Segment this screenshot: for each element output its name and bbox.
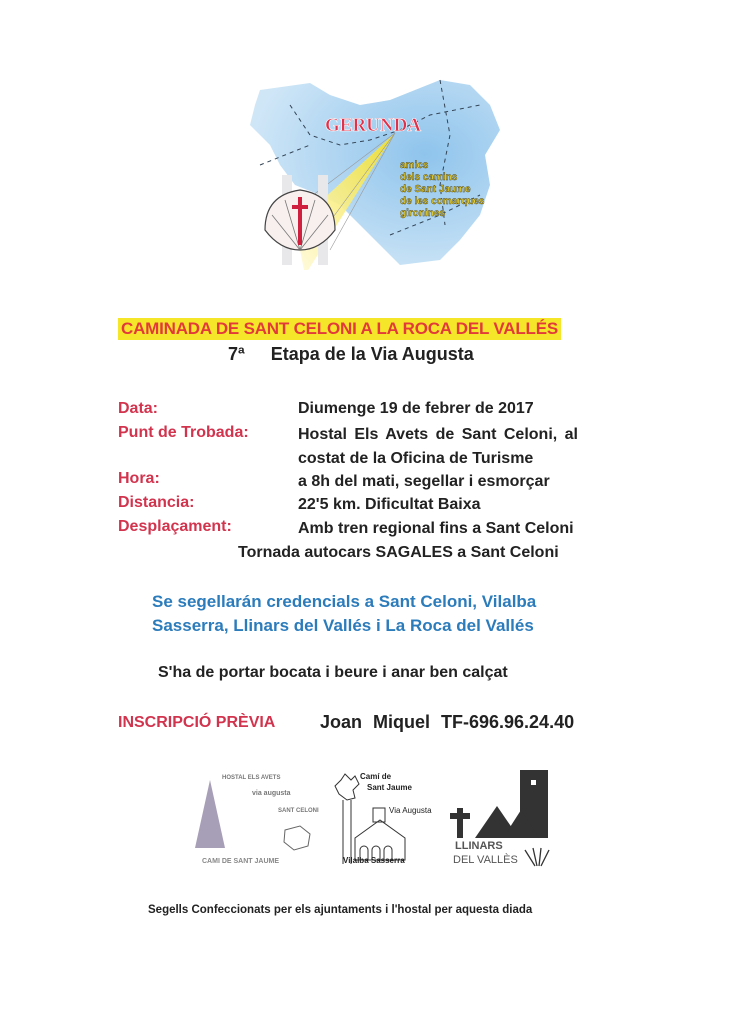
logo-tagline: dels camins	[400, 172, 458, 183]
stamp-hostal-els-avets	[190, 770, 320, 870]
tree-icon	[190, 770, 320, 870]
stamp-llinars-del-valles	[445, 768, 555, 868]
value-distance: 22'5 km. Dificultat Baixa	[298, 496, 481, 513]
value-meeting-point: Hostal Els Avets de Sant Celoni, al	[298, 426, 578, 443]
registration-label: INSCRIPCIÓ PRÈVIA	[118, 714, 276, 731]
stamp-text: Vilalba Sasserra	[343, 856, 405, 865]
stage-text: Etapa de la Via Augusta	[270, 344, 474, 364]
stamps-info-line: Sasserra, Llinars del Vallés i La Roca del Vallés	[152, 616, 534, 635]
label-transport: Desplaçament:	[118, 518, 232, 535]
label-date: Data:	[118, 400, 159, 417]
stamp-vilalba-sasserra	[325, 768, 440, 868]
value-time: a 8h del mati, segellar i esmorçar	[298, 473, 550, 490]
stamp-text: DEL VALLÈS	[453, 854, 518, 866]
stamp-text: Camí de	[360, 772, 392, 781]
value-date: Diumenge 19 de febrer de 2017	[298, 400, 534, 417]
stamp-text: HOSTAL ELS AVETS	[222, 775, 281, 781]
equipment-note: S'ha de portar bocata i beure i anar ben calçat	[158, 664, 508, 681]
value-transport-return: Tornada autocars SAGALES a Sant Celoni	[238, 544, 559, 561]
stamp-text: LLINARS	[455, 840, 503, 852]
stamp-text: via augusta	[252, 790, 291, 797]
stamp-text: CAMI DE SANT JAUME	[202, 858, 280, 865]
stamp-text: Sant Jaume	[367, 783, 412, 792]
gerunda-logo	[200, 75, 510, 270]
label-distance: Distancia:	[118, 494, 195, 511]
label-meeting-point: Punt de Trobada:	[118, 424, 249, 441]
llinars-logo-icon	[445, 768, 555, 868]
logo-tagline: de les comarques	[400, 196, 485, 207]
value-meeting-point-2: costat de la Oficina de Turisme	[298, 450, 534, 467]
value-transport: Amb tren regional fins a Sant Celoni	[298, 520, 574, 537]
stamp-text: Via Augusta	[389, 806, 432, 815]
stage-number: 7ª	[228, 344, 245, 364]
event-title: CAMINADA DE SANT CELONI A LA ROCA DEL VALLÉS	[118, 318, 561, 340]
stamps-info-line: Se segellarán credencials a Sant Celoni, Vilalba	[152, 592, 537, 611]
logo-name: GERUNDA	[325, 115, 422, 136]
stage-subtitle	[228, 344, 474, 365]
registration-contact: Joan Miquel TF-696.96.24.40	[320, 712, 575, 732]
logo-tagline: gironines	[400, 208, 446, 219]
logo-tagline: amics	[400, 160, 429, 171]
stamp-text: SANT CELONI	[278, 808, 319, 814]
map-shell-icon	[200, 75, 510, 270]
logo-tagline: de Sant Jaume	[400, 184, 471, 195]
footer-note: Segells Confeccionats per els ajuntaments i l'hostal per aquesta diada	[148, 904, 533, 916]
label-time: Hora:	[118, 470, 160, 487]
